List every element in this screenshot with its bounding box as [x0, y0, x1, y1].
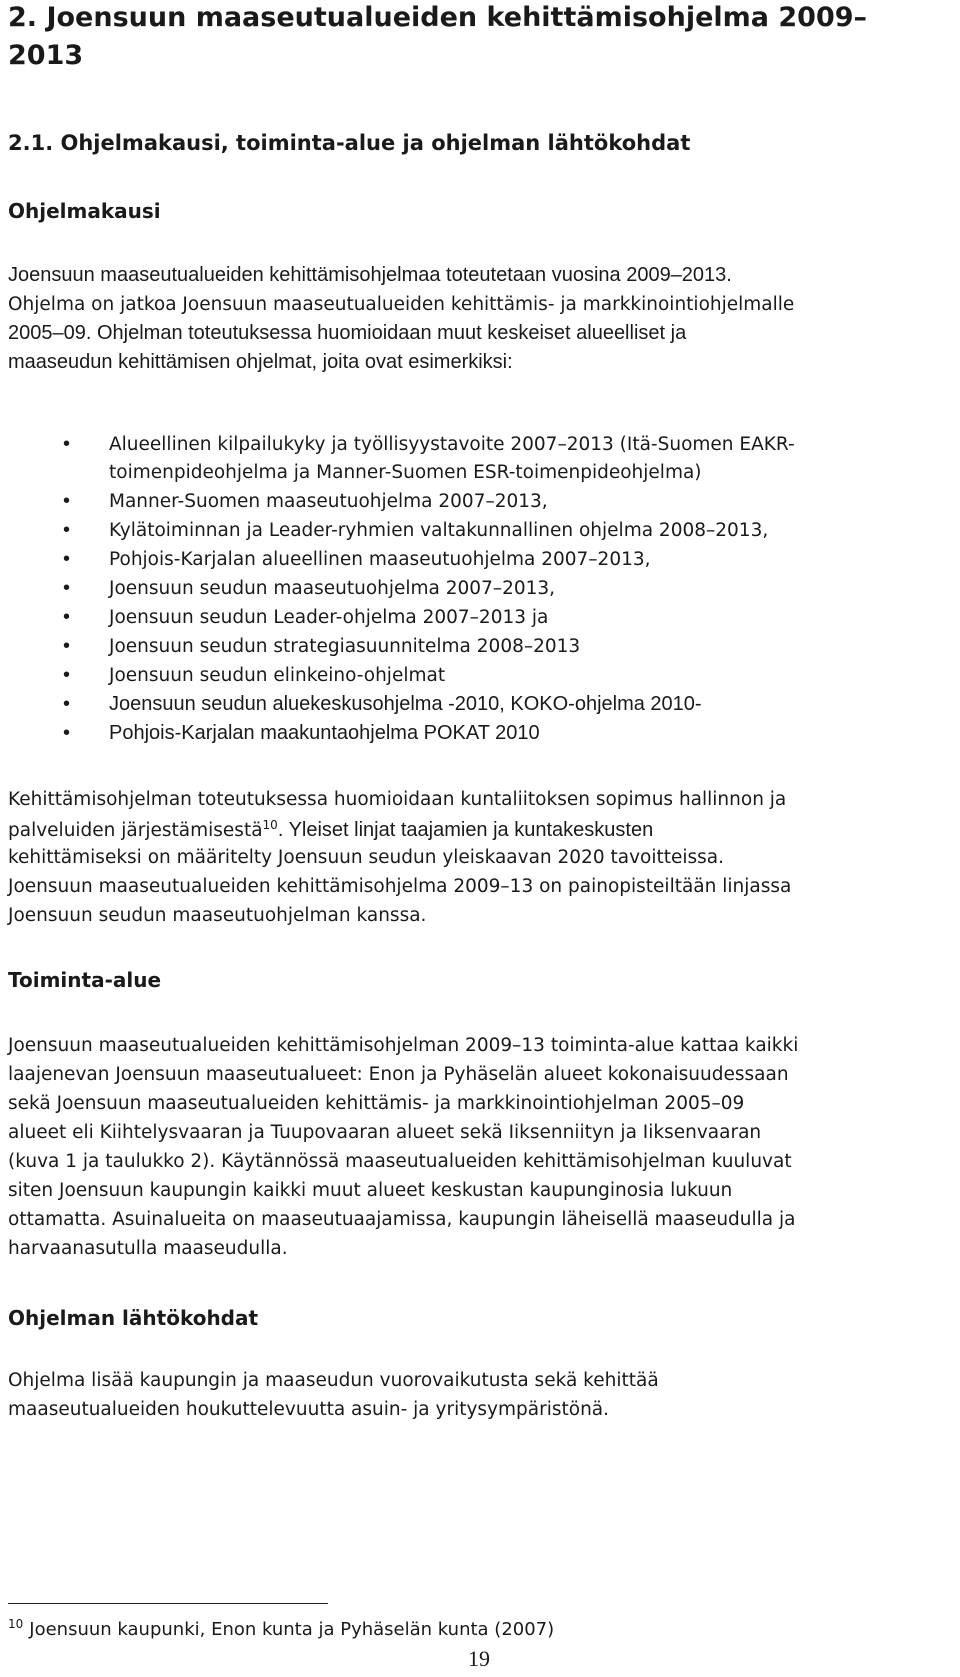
paragraph-line: maaseudun kehittämisen ohjelmat, joita ovat esimerkiksi: — [8, 351, 513, 373]
paragraph-line: Ohjelma on jatkoa Joensuun maaseutualueiden kehittämis- ja markkinointiohjelmalle — [8, 294, 795, 315]
list-item: Joensuun seudun maaseutuohjelma 2007–2013, — [109, 578, 556, 599]
paragraph-line: Joensuun seudun maaseutuohjelman kanssa. — [8, 905, 427, 926]
paragraph-line: sekä Joensuun maaseutualueiden kehittämis- ja markkinointiohjelman 2005–09 — [8, 1093, 745, 1114]
footnote-reference: 10 — [262, 818, 278, 832]
paragraph-line: (kuva 1 ja taulukko 2). Käytännössä maaseutualueiden kehittämisohjelman kuuluvat — [8, 1151, 792, 1172]
paragraph-line: maaseutualueiden houkuttelevuutta asuin- ja yritysympäristönä. — [8, 1399, 610, 1420]
section-title: 2.1. Ohjelmakausi, toiminta-alue ja ohjelman lähtökohdat — [8, 131, 691, 155]
chapter-title-line-2: 2013 — [8, 40, 84, 71]
page-number: 19 — [468, 1646, 490, 1671]
paragraph-line: Ohjelma lisää kaupungin ja maaseudun vuorovaikutusta sekä kehittää — [8, 1370, 659, 1391]
paragraph-line: kehittämiseksi on määritelty Joensuun seudun yleiskaavan 2020 tavoitteissa. — [8, 847, 724, 868]
bullet-dot: • — [63, 722, 71, 744]
paragraph-line: harvaanasutulla maaseudulla. — [8, 1238, 288, 1259]
paragraph-line: Joensuun maaseutualueiden kehittämisohjelma 2009–13 on painopisteiltään linjassa — [8, 876, 792, 897]
list-item: Joensuun seudun aluekeskusohjelma -2010, KOKO-ohjelma 2010- — [109, 693, 702, 715]
paragraph-line: 2005–09. Ohjelman toteutuksessa huomioidaan muut keskeiset alueelliset ja — [8, 322, 687, 344]
paragraph-line: laajenevan Joensuun maaseutualueet: Enon ja Pyhäselän alueet kokonaisuudessaan — [8, 1064, 789, 1085]
chapter-title-line-1: 2. Joensuun maaseutualueiden kehittämisohjelma 2009– — [8, 2, 868, 33]
footnote — [8, 1617, 554, 1640]
list-item: Kylätoiminnan ja Leader-ryhmien valtakunnallinen ohjelma 2008–2013, — [109, 520, 769, 541]
bullet-dot: • — [63, 606, 71, 628]
subsection-title-toiminta-alue: Toiminta-alue — [8, 968, 162, 992]
paragraph-line: siten Joensuun kaupungin kaikki muut alueet keskustan kaupunginosia lukuun — [8, 1180, 733, 1201]
bullet-dot: • — [63, 664, 71, 686]
paragraph-line-with-footnote — [8, 818, 653, 842]
list-item: Alueellinen kilpailukyky ja työllisyystavoite 2007–2013 (Itä-Suomen EAKR- — [109, 434, 795, 455]
paragraph-line: Joensuun maaseutualueiden kehittämisohjelmaa toteutetaan vuosina 2009–2013. — [8, 264, 732, 286]
paragraph-line: Joensuun maaseutualueiden kehittämisohjelman 2009–13 toiminta-alue kattaa kaikki — [8, 1035, 799, 1056]
bullet-dot: • — [63, 490, 71, 512]
bullet-dot: • — [63, 693, 71, 715]
footnote-text: Joensuun kaupunki, Enon kunta ja Pyhäselän kunta (2007) — [29, 1619, 555, 1640]
paragraph-line: ottamatta. Asuinalueita on maaseutuaajamissa, kaupungin läheisellä maaseudulla ja — [8, 1209, 796, 1230]
paragraph-text: palveluiden järjestämisestä — [8, 820, 263, 842]
footnote-separator — [8, 1603, 328, 1604]
list-item: Joensuun seudun strategiasuunnitelma 2008–2013 — [109, 636, 581, 657]
footnote-number: 10 — [8, 1617, 24, 1631]
subsection-title-ohjelmakausi: Ohjelmakausi — [8, 199, 161, 223]
bullet-dot: • — [63, 635, 71, 657]
list-item: Joensuun seudun Leader-ohjelma 2007–2013 ja — [109, 607, 549, 628]
list-item: Joensuun seudun elinkeino-ohjelmat — [109, 665, 446, 686]
list-item: Pohjois-Karjalan maakuntaohjelma POKAT 2010 — [109, 722, 540, 744]
list-item-continuation: toimenpideohjelma ja Manner-Suomen ESR-toimenpideohjelma) — [109, 462, 702, 483]
paragraph-line: alueet eli Kiihtelysvaaran ja Tuupovaaran alueet sekä Iiksenniityn ja Iiksenvaaran — [8, 1122, 762, 1143]
bullet-dot: • — [63, 519, 71, 541]
paragraph-text: . Yleiset linjat taajamien ja kuntakeskusten — [277, 819, 654, 842]
bullet-dot: • — [63, 577, 71, 599]
paragraph-line: Kehittämisohjelman toteutuksessa huomioidaan kuntaliitoksen sopimus hallinnon ja — [8, 789, 787, 810]
list-item: Pohjois-Karjalan alueellinen maaseutuohjelma 2007–2013, — [109, 549, 651, 570]
bullet-dot: • — [63, 433, 71, 455]
subsection-title-lahtokohdat: Ohjelman lähtökohdat — [8, 1306, 259, 1330]
list-item: Manner-Suomen maaseutuohjelma 2007–2013, — [109, 491, 548, 512]
bullet-dot: • — [63, 548, 71, 570]
